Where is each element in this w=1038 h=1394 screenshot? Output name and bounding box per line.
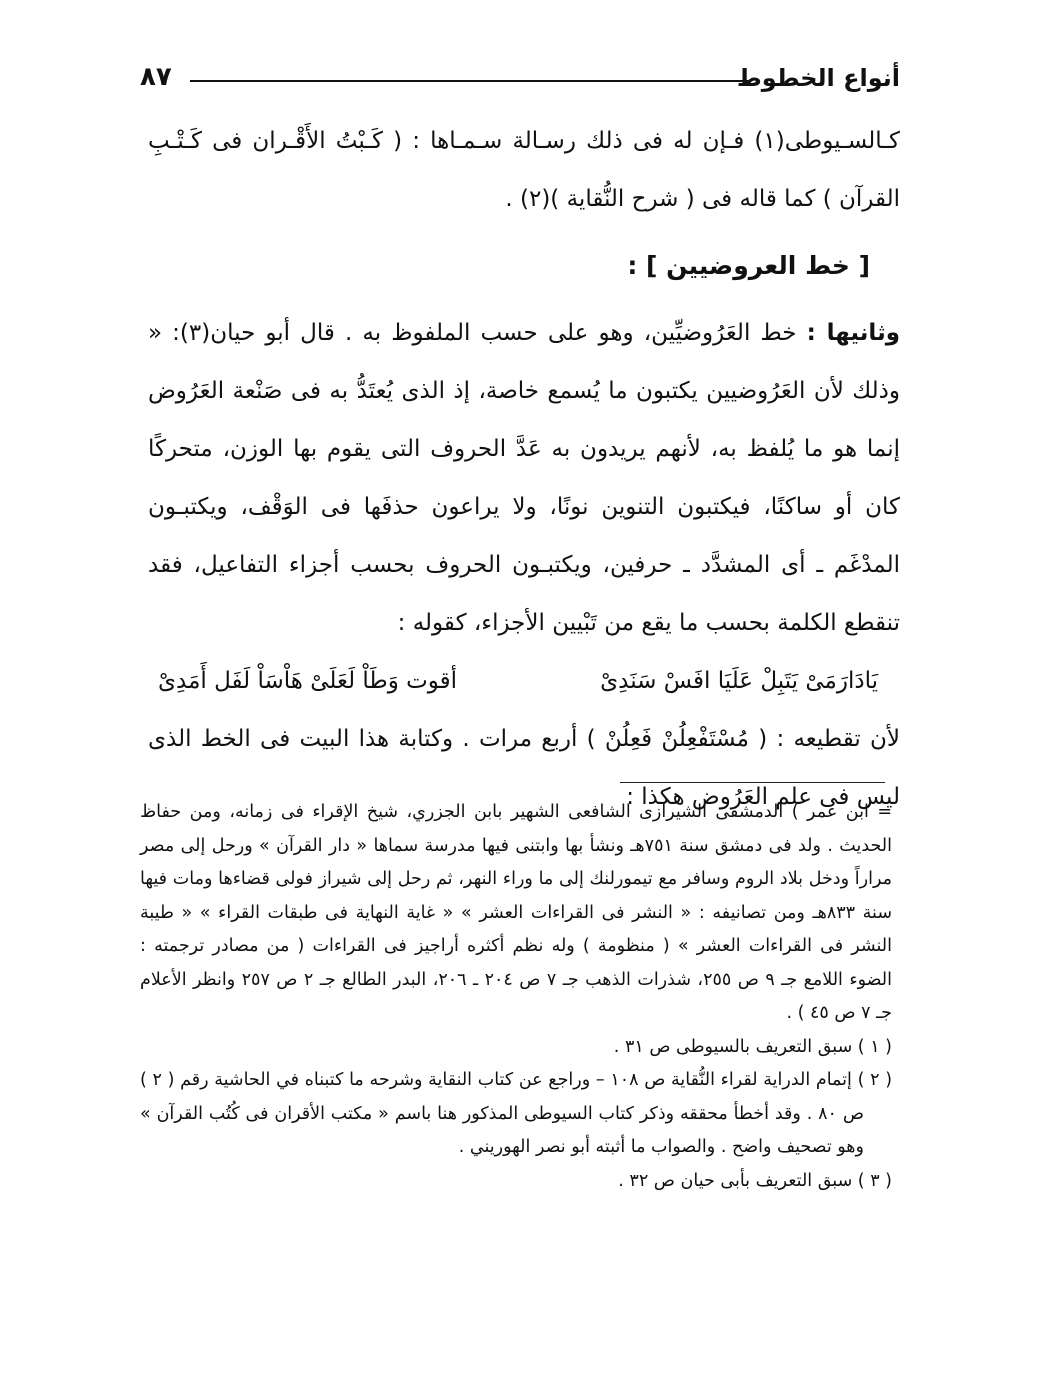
section-heading: [ خط العروضيين ] : (627, 251, 870, 280)
poetry-verse (148, 652, 900, 710)
footnote-1: ( ١ ) سبق التعريف بالسيوطى ص ٣١ . (613, 1036, 892, 1057)
page-number: ٨٧ (140, 62, 172, 92)
verse-first-hemistich: يَادَارَمَىْ يَتَبِلْ عَلَيَا افَسْ سَنَدِىْ (600, 668, 878, 694)
page-header (140, 58, 900, 98)
main-paragraph-text: خط العَرُوضيِّين، وهو على حسب الملفوظ به . قال أبو حيان(٣): « وذلك لأن العَرُوضيين يكتبون ما يُسمع خاصة، إذ الذى يُعتَدُّ به فى صَنْعة العَرُوض إنما هو ما يُلفظ به، لأنهم يريدون به عَدَّ الحروف التى يقوم بها الوزن، متحركًا كان أو ساكنًا، فيكتبون التنوين نونًا، ولا يراعون حذفَها فى الوَقْف، ويكتبـون المدْغَم ـ أى المشدَّد ـ حرفين، ويكتبـون الحروف بحسب أجزاء التفاعيل، فقد تنقطع الكلمة بحسب ما يقع من تَبْيين الأجزاء، كقوله : (148, 320, 900, 636)
verse-second-hemistich: أقوت وَطَاْ لَعَلَىْ هَاْسَاْ لَفَل أَمَدِىْ (158, 668, 458, 694)
footnote-continued: = ابن عمر ) الدمشقى الشيرازى الشافعى الشهير بابن الجزري، شيخ الإقراء فى زمانه، ومن حفاظ الحديث . ولد فى دمشق سنة ٧٥١هـ ونشأ بها وابتنى فيها مدرسة سماها « دار القرآن » ورحل إلى مصر مراراً ودخل بلاد الروم وسافر مع تيمورلنك إلى ما وراء النهر، ثم رحل إلى شيراز فولى قضاءها ومات فيها سنة ٨٣٣هـ ومن تصانيفه : « النشر فى القراءات العشر » « غاية النهاية فى طبقات القراء » « طيبة النشر فى القراءات العشر » ( منظومة ) وله نظم أكثره أراجيز فى القراءات ( من مصادر ترجمته : الضوء اللامع جـ ٩ ص ٢٥٥، شذرات الذهب جـ ٧ ص ٢٠٤ ـ ٢٠٦، البدر الطالع جـ ٢ ص ٢٥٧ وانظر الأعلام جـ ٧ ص ٤٥ ) . (140, 802, 893, 1023)
footnote-2: ( ٢ ) إتمام الدراية لقراء النُّقاية ص ١٠٨ – وراجع عن كتاب النقاية وشرحه ما كتبناه في الحاشية رقم ( ٢ ) ص ٨٠ . وقد أخطأ محققه وذكر كتاب السيوطى المذكور هنا باسم « مكتب الأقران فى كُتُب القرآن » وهو تصحيف واضح . والصواب ما أثبته أبو نصر الهوريني . (140, 1070, 893, 1157)
closing-paragraph: لأن تقطيعه : ( مُسْتَفْعِلُنْ فَعِلُنْ ) أربع مرات . وكتابة هذا البيت فى الخط الذى ليس فى علم العَرُوض هكذا : (148, 726, 900, 810)
intro-paragraph: كـالسـيوطى(١) فـإن له فى ذلك رسـالة سـمـاها : ( كَـبْتُ الأَقْـران فى كَـتْـبِ القرآن ) كما قاله فى ( شرح النُّقاية )(٢) . (148, 128, 900, 212)
footnote-divider (620, 782, 885, 783)
footnote-3: ( ٣ ) سبق التعريف بأبى حيان ص ٣٢ . (618, 1170, 892, 1191)
main-text (148, 112, 900, 826)
main-paragraph (148, 304, 900, 652)
lead-word: وثانيها : (806, 320, 901, 346)
running-title: أنواع الخطوط (736, 64, 900, 92)
footnotes (140, 796, 892, 1198)
header-rule (190, 80, 750, 82)
